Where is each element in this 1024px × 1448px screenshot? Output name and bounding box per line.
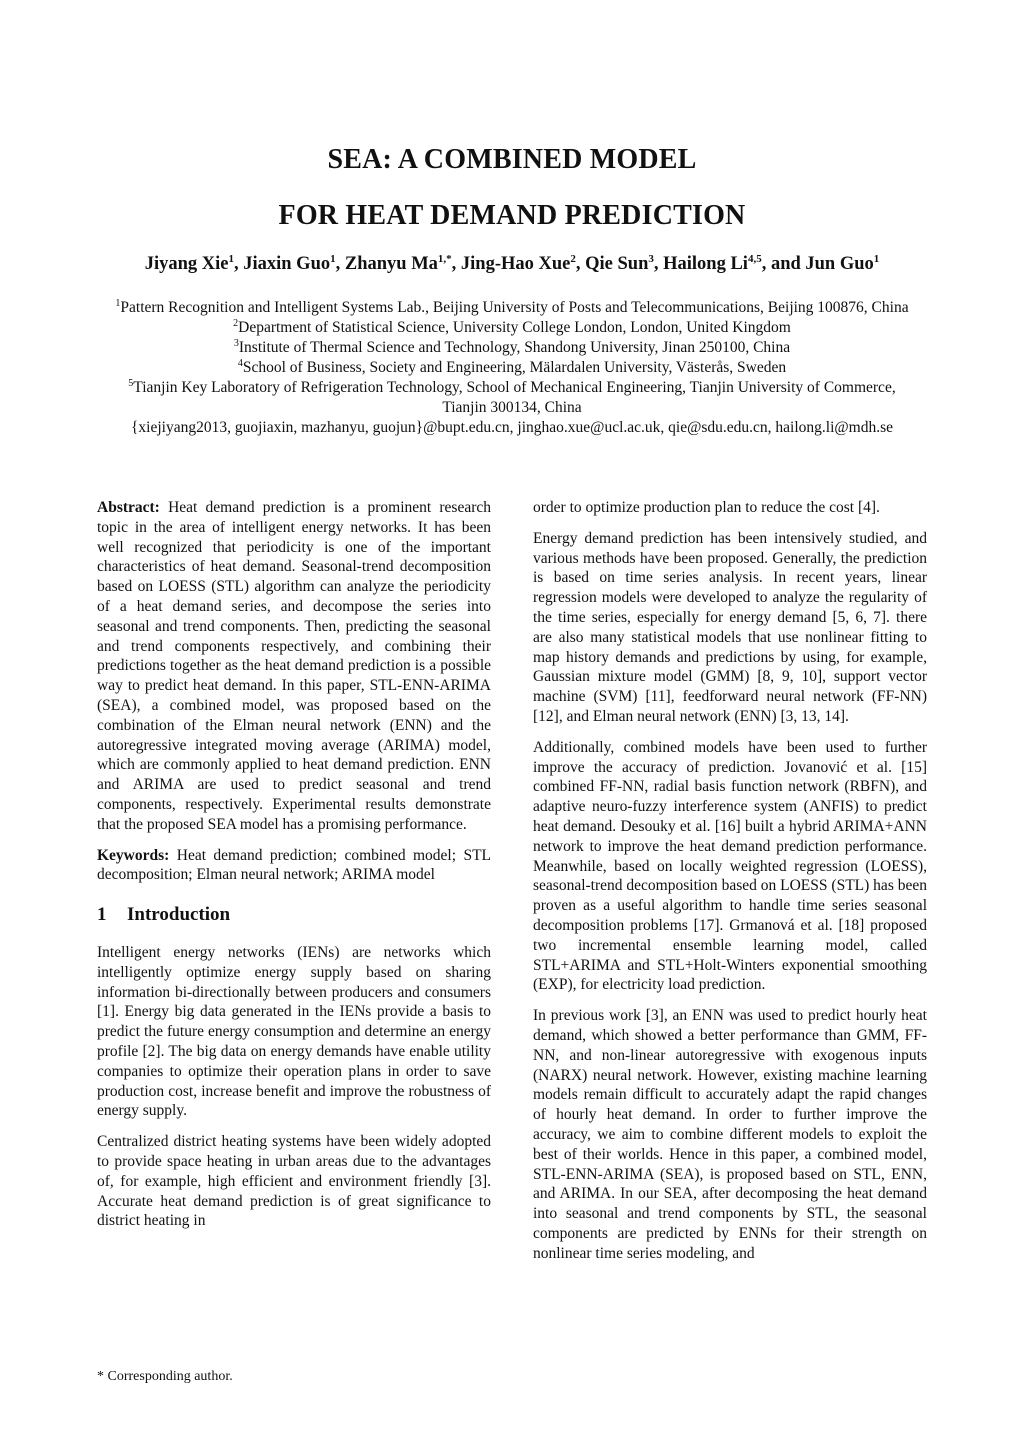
keywords	[97, 846, 491, 886]
footnote: * Corresponding author.	[97, 1369, 233, 1384]
paragraph: order to optimize production plan to reduce the cost [4].	[533, 499, 880, 516]
affiliation: $^2$Department of Statistical Science, University College London, London, United Kingdom	[233, 317, 791, 336]
paper-title-line-2: FOR HEAT DEMAND PREDICTION	[278, 200, 746, 231]
affiliation: $^4$School of Business, Society and Engineering, Mälardalen University, Västerås, Sweden	[237, 357, 787, 376]
paragraph: Intelligent energy networks (IENs) are networks which intelligently optimize energy supply based on sharing information bi-directionally between producers and consumers [1]. Energy big data generated in the IENs provide a basis to predict the future energy consumption and determine an energy profile [2]. The big data on energy demands have enable utility companies to optimize their operation plans in order to save production cost, increase benefit and improve the robustness of energy supply.	[97, 943, 491, 1120]
paragraph: Additionally, combined models have been used to further improve the accuracy of prediction. Jovanović et al. [15] combined FF-NN, radial basis function network (RBFN), and adaptive neuro-fuzzy interference system (ANFIS) to predict heat demand. Desouky et al. [16] built a hybrid ARIMA+ANN network to improve the heat demand prediction performance. Meanwhile, based on locally weighted regression (LOESS), seasonal-trend decomposition based on LOESS (STL) has been proven as a useful algorithm to handle time series seasonal decomposition problems [17]. Grmanová et al. [18] proposed two incremental ensemble learning model, called STL+ARIMA and STL+Holt-Winters exponential smoothing (EXP), for electricity load prediction.	[533, 738, 927, 994]
author: Jiaxin Guo$^1$,	[243, 252, 345, 274]
paragraph: Centralized district heating systems have been widely adopted to provide space heating in urban areas due to the advantages of, for example, high efficient and environment friendly [3]. Accurate heat demand prediction is of great significance to district heating in	[97, 1133, 491, 1230]
paper-title-line-1: SEA: A COMBINED MODEL	[327, 144, 697, 175]
author: Jing-Hao Xue$^2$,	[460, 252, 586, 274]
author: Qie Sun$^3$,	[585, 252, 664, 274]
affiliation: $^1$Pattern Recognition and Intelligent Systems Lab., Beijing University of Posts and Telecommunications, Beijing 100876, China	[115, 297, 909, 316]
affiliation: $^5$Tianjin Key Laboratory of Refrigeration Technology, School of Mechanical Engineering, Tianjin University of Commerce, Tianjin 300134, China	[128, 377, 896, 416]
left-column	[97, 498, 491, 1242]
section-heading	[97, 905, 491, 925]
abstract	[97, 498, 491, 835]
section-number: 1	[97, 904, 107, 926]
author: Jiyang Xie$^1$,	[144, 252, 244, 274]
author-emails: {xiejiyang2013, guojiaxin, mazhanyu, guojun}@bupt.edu.cn, jinghao.xue@ucl.ac.uk, qie@sdu.edu.cn, hailong.li@mdh.se	[130, 419, 893, 436]
author: Hailong Li$^{4,5}$, and	[663, 252, 806, 274]
keywords-label: Keywords:	[97, 846, 170, 864]
author: Zhanyu $Ma^{1,*}$,	[344, 252, 461, 274]
affiliations	[110, 298, 914, 438]
keywords-text: Heat demand prediction; combined model; STL decomposition; Elman neural network; ARIMA model	[97, 846, 492, 884]
author: Jun Guo$^1$	[805, 252, 880, 274]
abstract-text: Heat demand prediction is a prominent research topic in the area of intelligent energy networks. It has been well recognized that periodicity is one of the important characteristics of heat demand. Seasonal-trend decomposition based on LOESS (STL) algorithm can analyze the periodicity of a heat demand series, and decompose the series into seasonal and trend components. Then, predicting the seasonal and trend components respectively, and combining their predictions together as the heat demand prediction is a possible way to predict heat demand. In this paper, STL-ENN-ARIMA (SEA), a combined model, was proposed based on the combination of the Elman neural network (ENN) and the autoregressive integrated moving average (ARIMA) model, which are commonly applied to heat demand prediction. ENN and ARIMA are used to predict seasonal and trend components, respectively. Experimental results demonstrate that the proposed SEA model has a promising performance.	[97, 499, 492, 833]
affiliation: $^3$Institute of Thermal Science and Technology, Shandong University, Jinan 250100, China	[233, 337, 791, 356]
abstract-label: Abstract:	[97, 499, 160, 516]
paragraph: In previous work [3], an ENN was used to predict hourly heat demand, which showed a better performance than GMM, FF-NN, and non-linear autoregressive with exogenous inputs (NARX) neural network. However, existing machine learning models remain difficult to accurately adapt the rapid changes of hourly heat demand. In order to further improve the accuracy, we aim to combine different models to exploit the best of their worlds. Hence in this paper, a combined model, STL-ENN-ARIMA (SEA), is proposed based on STL, ENN, and ARIMA. In our SEA, after decomposing the heat demand into seasonal and trend components by STL, the seasonal components are predicted by ENNs for their strength on nonlinear time series modeling, and	[533, 1007, 927, 1262]
paragraph: Energy demand prediction has been intensively studied, and various methods have been proposed. Generally, the prediction is based on time series analysis. In recent years, linear regression models were developed to analyze the regularity of the time series, especially for energy demand [5, 6, 7]. there are also many statistical models that use nonlinear fitting to map history demands and predictions by using, for example, Gaussian mixture model (GMM) [8, 9, 10], support vector machine (SVM) [11], feedforward neural network (FF-NN) [12], and Elman neural network (ENN) [3, 13, 14].	[533, 529, 927, 725]
author-list	[40, 254, 984, 275]
section-title: Introduction	[127, 904, 231, 926]
right-column	[533, 498, 927, 1274]
